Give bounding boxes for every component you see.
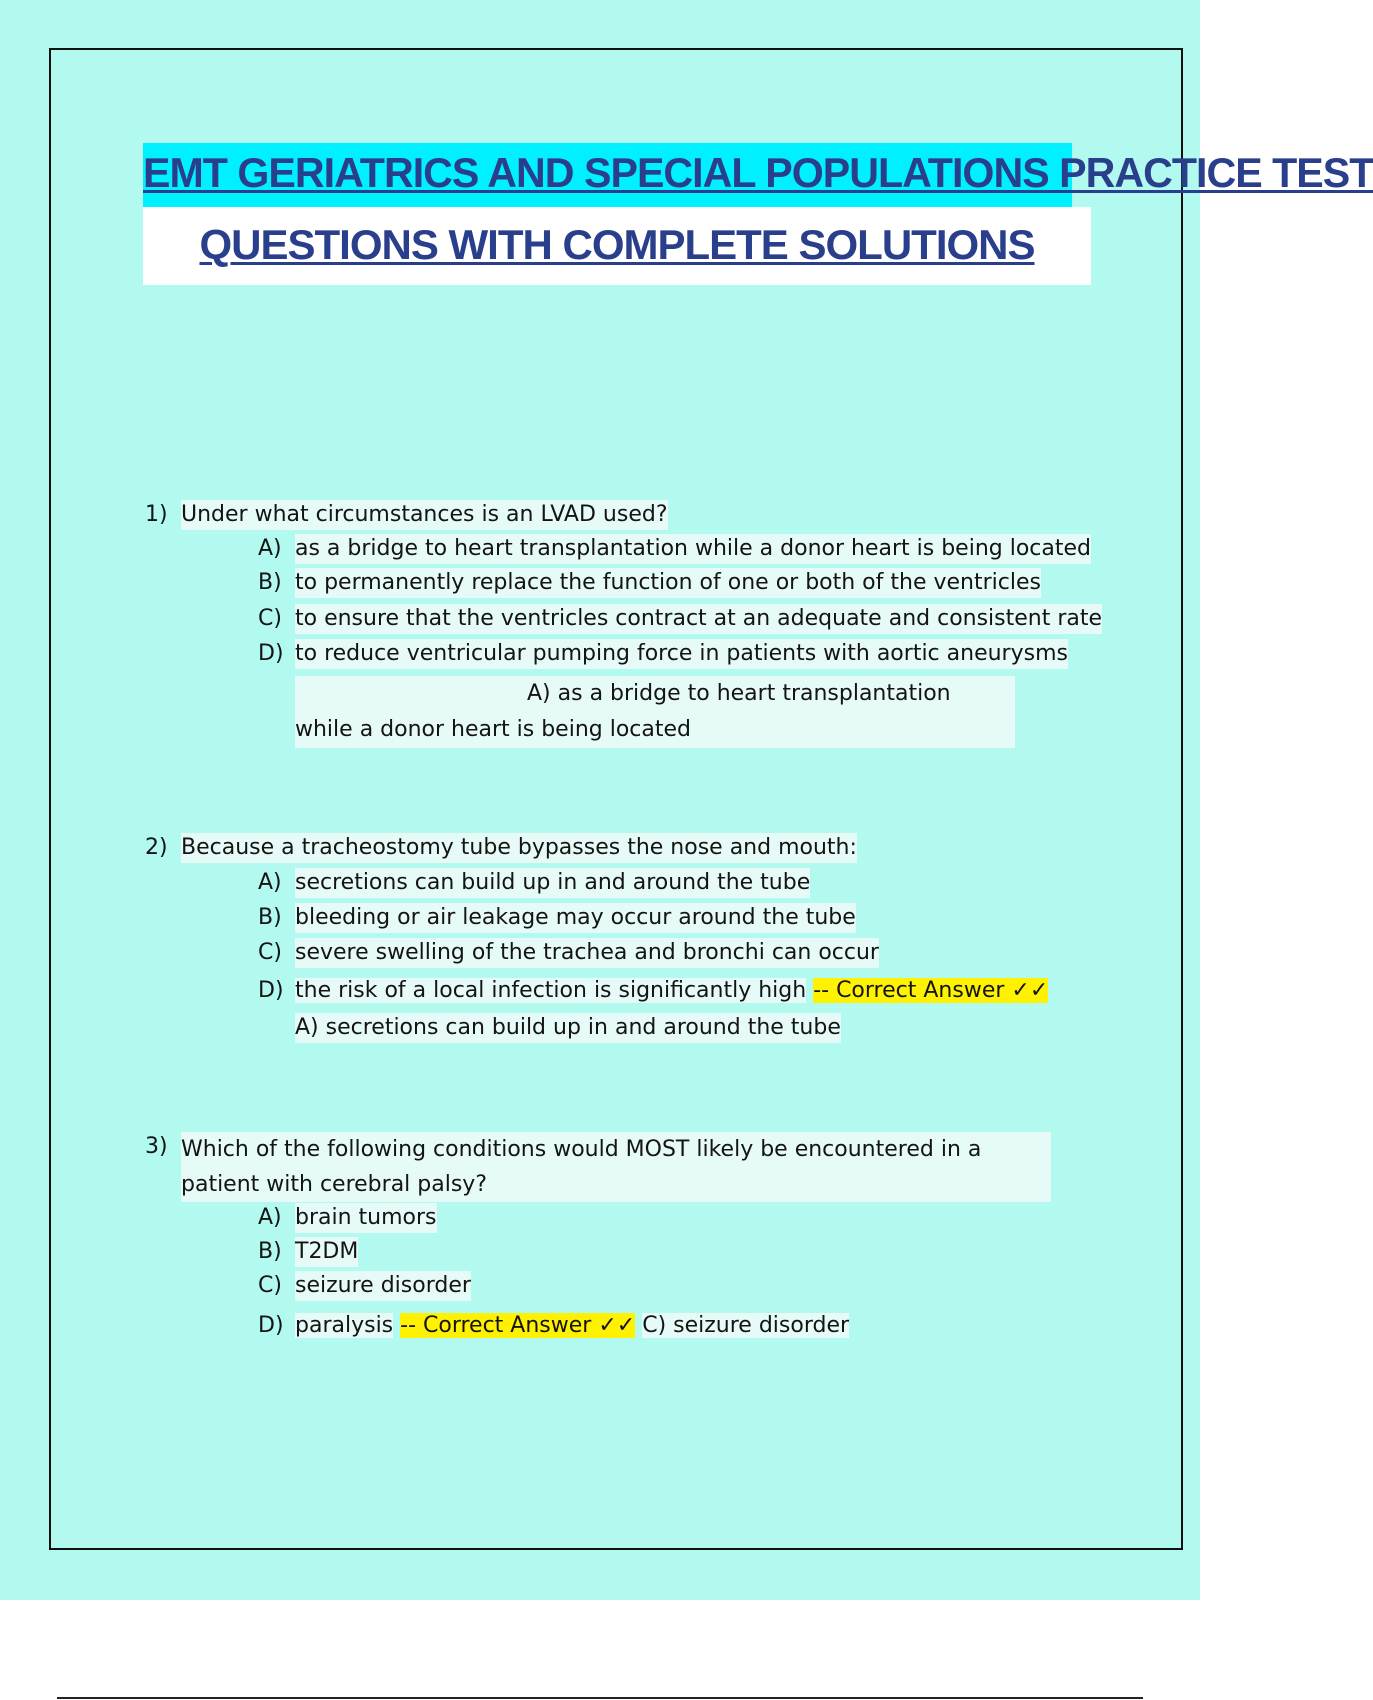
question-number: 1)	[145, 502, 168, 527]
option-text	[295, 639, 1068, 669]
option-text: severe swelling of the trachea and bronchi can occur	[295, 938, 879, 968]
option-label: C)	[258, 940, 282, 965]
question-prompt: Under what circumstances is an LVAD used?	[181, 500, 668, 530]
question-number: 3)	[145, 1134, 168, 1159]
bottom-divider	[57, 1697, 1143, 1699]
option-text	[295, 976, 1048, 1006]
option-label: D)	[258, 978, 284, 1003]
question-prompt: Because a tracheostomy tube bypasses the nose and mouth:	[181, 833, 857, 863]
correct-answer-marker: -- Correct Answer ✓✓	[400, 1313, 636, 1338]
option-label: C)	[258, 606, 282, 631]
option-text: brain tumors	[295, 1203, 437, 1233]
option-text: seizure disorder	[295, 1271, 471, 1301]
question-number: 2)	[145, 835, 168, 860]
question-prompt: Which of the following conditions would MOST likely be encountered in a patient with cerebral palsy?	[181, 1132, 1051, 1202]
option-label: A)	[258, 536, 282, 561]
option-text	[295, 1311, 849, 1341]
option-label: B)	[258, 570, 282, 595]
correct-answer-marker: -- Correct Answer ✓✓	[813, 978, 1049, 1003]
option-text: T2DM	[295, 1237, 358, 1267]
option-text: to ensure that the ventricles contract at an adequate and consistent rate	[295, 604, 1102, 634]
option-label: B)	[258, 1239, 282, 1264]
option-text: to permanently replace the function of one or both of the ventricles	[295, 568, 1041, 598]
option-text-content: paralysis	[295, 1313, 394, 1338]
answer-text: C) seizure disorder	[642, 1313, 850, 1338]
document-title	[143, 143, 1373, 285]
option-text-content: the risk of a local infection is significantly high	[295, 978, 807, 1003]
option-label: A)	[258, 1205, 282, 1230]
title-line-2: QUESTIONS WITH COMPLETE SOLUTIONS	[199, 221, 1035, 268]
option-text: secretions can build up in and around the tube	[295, 868, 810, 898]
option-text: as a bridge to heart transplantation while a donor heart is being located	[295, 534, 1091, 564]
answer-text: A) as a bridge to heart transplantation while a donor heart is being located	[295, 676, 1015, 748]
option-label: B)	[258, 905, 282, 930]
option-label: A)	[258, 870, 282, 895]
option-text: bleeding or air leakage may occur around the tube	[295, 903, 856, 933]
option-text-content: to reduce ventricular pumping force in patients with aortic aneurysms	[295, 641, 1068, 666]
option-label: D)	[258, 641, 284, 666]
title-line-1: EMT GERIATRICS AND SPECIAL POPULATIONS PRACTICE TEST	[143, 143, 1072, 207]
option-label: C)	[258, 1273, 282, 1298]
answer-text: A) secretions can build up in and around the tube	[295, 1013, 841, 1043]
option-label: D)	[258, 1313, 284, 1338]
